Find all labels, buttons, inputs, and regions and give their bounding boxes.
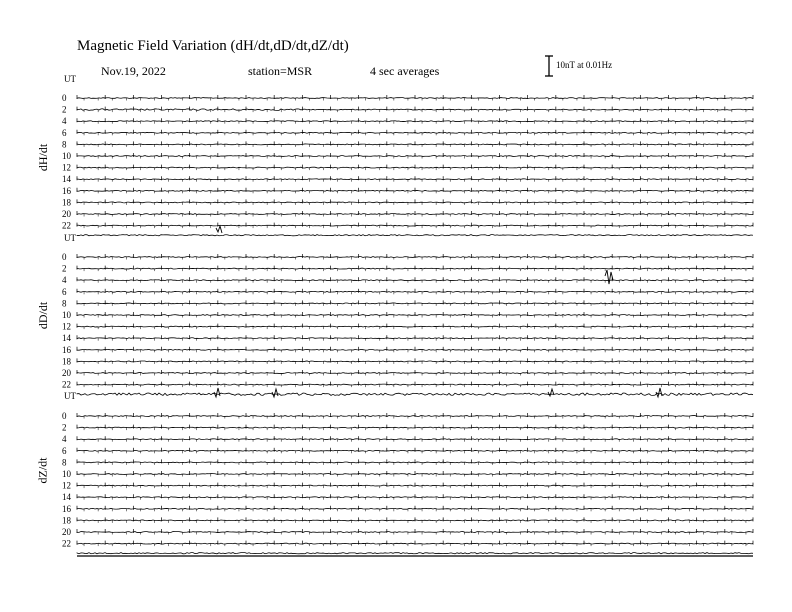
hour-label: 0	[62, 252, 67, 262]
hour-label: 10	[62, 469, 71, 479]
hour-label: 22	[62, 379, 71, 390]
panel-ylabel-dd: dD/dt	[36, 301, 51, 330]
hour-label: 4	[62, 116, 67, 127]
disturbance-spike	[214, 388, 220, 397]
hour-label: 6	[62, 445, 67, 456]
trace-line	[77, 393, 753, 395]
hour-label: 4	[62, 434, 67, 445]
hour-label: 14	[62, 333, 71, 344]
time-axis-label: UT	[64, 233, 76, 243]
hour-label: 20	[62, 368, 71, 378]
averaging-label: 4 sec averages	[370, 64, 440, 78]
panel-ylabel-dz: dZ/dt	[35, 457, 50, 484]
hour-label: 6	[62, 286, 67, 297]
station-label: station=MSR	[248, 64, 313, 78]
hour-label: 18	[62, 515, 71, 526]
hour-label: 0	[62, 411, 67, 421]
hour-label: 16	[62, 503, 71, 514]
disturbance-spike	[656, 388, 662, 397]
hour-label: 16	[62, 185, 71, 196]
trace-line	[77, 553, 753, 554]
hour-label: 18	[62, 356, 71, 367]
hour-label: 6	[62, 127, 67, 138]
disturbance-spike	[272, 389, 278, 397]
hour-label: 12	[62, 321, 71, 332]
hour-label: 2	[62, 422, 67, 433]
hour-label: 16	[62, 344, 71, 355]
hour-label: 12	[62, 162, 71, 173]
hour-label: 8	[62, 139, 67, 150]
hour-label: 10	[62, 310, 71, 320]
hour-label: 14	[62, 174, 71, 185]
hour-label: 18	[62, 197, 71, 208]
date-label: Nov.19, 2022	[101, 64, 166, 78]
hour-label: 12	[62, 480, 71, 491]
disturbance-spike	[605, 270, 613, 284]
scale-bar-label: 10nT at 0.01Hz	[556, 60, 613, 70]
hour-label: 4	[62, 275, 67, 286]
hour-label: 20	[62, 209, 71, 219]
hour-label: 22	[62, 538, 71, 549]
time-axis-label: UT	[64, 391, 76, 401]
panel-ylabel-dh: dH/dt	[36, 143, 51, 172]
hour-label: 22	[62, 220, 71, 231]
time-axis-label: UT	[64, 74, 76, 84]
hour-label: 0	[62, 93, 67, 103]
hour-label: 8	[62, 457, 67, 468]
hour-label: 10	[62, 151, 71, 161]
chart-title: Magnetic Field Variation (dH/dt,dD/dt,dZ/dt)	[77, 38, 349, 54]
hour-label: 20	[62, 527, 71, 537]
hour-label: 2	[62, 263, 67, 274]
hour-label: 2	[62, 104, 67, 115]
hour-label: 8	[62, 298, 67, 309]
trace-line	[77, 235, 753, 236]
disturbance-spike	[216, 226, 222, 233]
hour-label: 14	[62, 492, 71, 503]
